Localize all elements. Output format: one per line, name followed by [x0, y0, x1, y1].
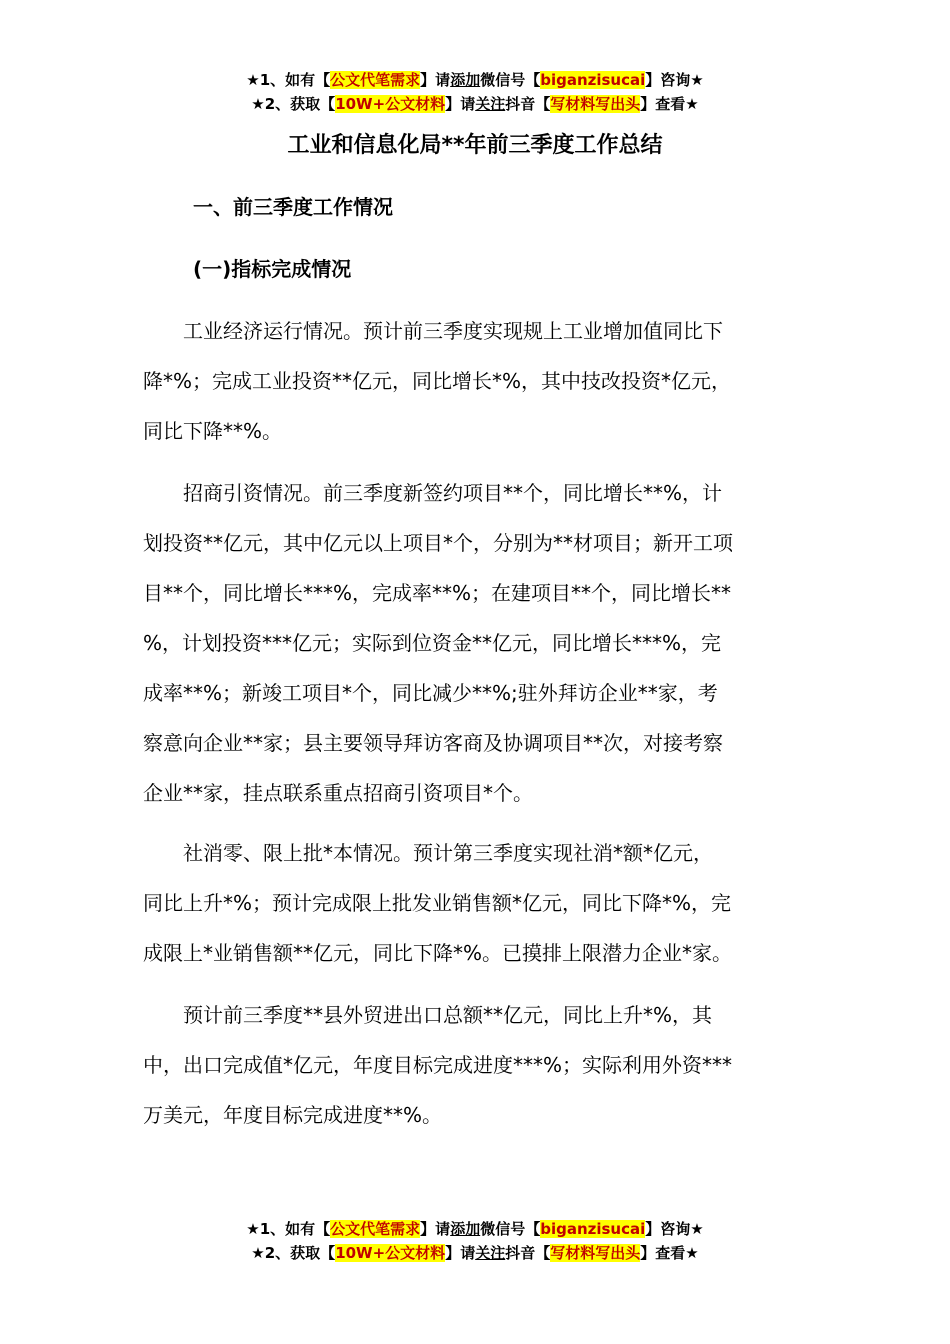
banner-text: ★1、如有【 [246, 1220, 331, 1238]
banner-highlight: biganzisucai [540, 71, 646, 89]
banner-highlight: 写材料写出头 [550, 95, 641, 113]
paragraph-retail-wholesale [143, 828, 807, 978]
banner-highlight: 公文代笔需求 [330, 71, 421, 89]
paragraph-line: 招商引资情况。前三季度新签约项目**个，同比增长**%，计 [143, 481, 723, 505]
banner-text: 微信号【 [480, 71, 541, 89]
paragraph-line: %，计划投资***亿元；实际到位资金**亿元，同比增长***%，完 [143, 631, 722, 655]
banner-text: 微信号【 [480, 1220, 541, 1238]
banner-line-1 [0, 1217, 950, 1241]
paragraph-line: 察意向企业**家；县主要领导拜访客商及协调项目**次，对接考察 [143, 731, 723, 755]
banner-text: 】请 [420, 71, 451, 89]
paragraph-line: 工业经济运行情况。预计前三季度实现规上工业增加值同比下 [143, 319, 723, 343]
banner-underline: 添加 [450, 1220, 481, 1238]
banner-highlight: 公文代笔需求 [330, 1220, 421, 1238]
banner-text: 】查看★ [640, 1244, 699, 1262]
header-banner [0, 68, 950, 116]
footer-banner [0, 1217, 950, 1265]
banner-text: 】请 [420, 1220, 451, 1238]
banner-highlight: 10W+公文材料 [335, 95, 446, 113]
paragraph-line: 成率**%；新竣工项目*个，同比减少**%;驻外拜访企业**家，考 [143, 681, 718, 705]
subsection-heading: (一)指标完成情况 [193, 257, 352, 281]
paragraph-line: 目**个，同比增长***%，完成率**%；在建项目**个，同比增长** [143, 581, 732, 605]
banner-underline: 添加 [450, 71, 481, 89]
paragraph-line: 同比上升*%；预计完成限上批发业销售额*亿元，同比下降*%，完 [143, 891, 732, 915]
banner-text: 】请 [445, 1244, 476, 1262]
banner-text: ★2、获取【 [251, 1244, 336, 1262]
banner-underline: 关注 [475, 95, 506, 113]
paragraph-line: 划投资**亿元，其中亿元以上项目*个，分别为**材项目；新开工项 [143, 531, 733, 555]
paragraph-foreign-trade [143, 990, 807, 1140]
banner-line-2 [0, 1241, 950, 1265]
banner-text: 抖音【 [505, 95, 551, 113]
banner-text: 抖音【 [505, 1244, 551, 1262]
banner-text: 】咨询★ [645, 71, 704, 89]
section-heading: 一、前三季度工作情况 [193, 195, 393, 219]
banner-highlight: 写材料写出头 [550, 1244, 641, 1262]
paragraph-line: 同比下降**%。 [143, 419, 283, 443]
banner-underline: 关注 [475, 1244, 506, 1262]
banner-highlight: 10W+公文材料 [335, 1244, 446, 1262]
banner-text: 】咨询★ [645, 1220, 704, 1238]
banner-text: 】查看★ [640, 95, 699, 113]
banner-text: ★2、获取【 [251, 95, 336, 113]
document-title: 工业和信息化局**年前三季度工作总结 [287, 133, 663, 158]
banner-line-1 [0, 68, 950, 92]
paragraph-line: 社消零、限上批*本情况。预计第三季度实现社消*额*亿元， [143, 841, 713, 865]
paragraph-industrial-economy [143, 306, 807, 456]
banner-line-2 [0, 92, 950, 116]
paragraph-line: 中，出口完成值*亿元，年度目标完成进度***%；实际利用外资*** [143, 1053, 733, 1077]
paragraph-line: 万美元，年度目标完成进度**%。 [143, 1103, 443, 1127]
banner-highlight: biganzisucai [540, 1220, 646, 1238]
banner-text: 】请 [445, 95, 476, 113]
paragraph-line: 降*%；完成工业投资**亿元，同比增长*%，其中技改投资*亿元， [143, 369, 732, 393]
paragraph-line: 成限上*业销售额**亿元，同比下降*%。已摸排上限潜力企业*家。 [143, 941, 733, 965]
paragraph-line: 企业**家，挂点联系重点招商引资项目*个。 [143, 781, 533, 805]
banner-text: ★1、如有【 [246, 71, 331, 89]
paragraph-investment-attraction [143, 468, 807, 818]
paragraph-line: 预计前三季度**县外贸进出口总额**亿元，同比上升*%，其 [143, 1003, 713, 1027]
